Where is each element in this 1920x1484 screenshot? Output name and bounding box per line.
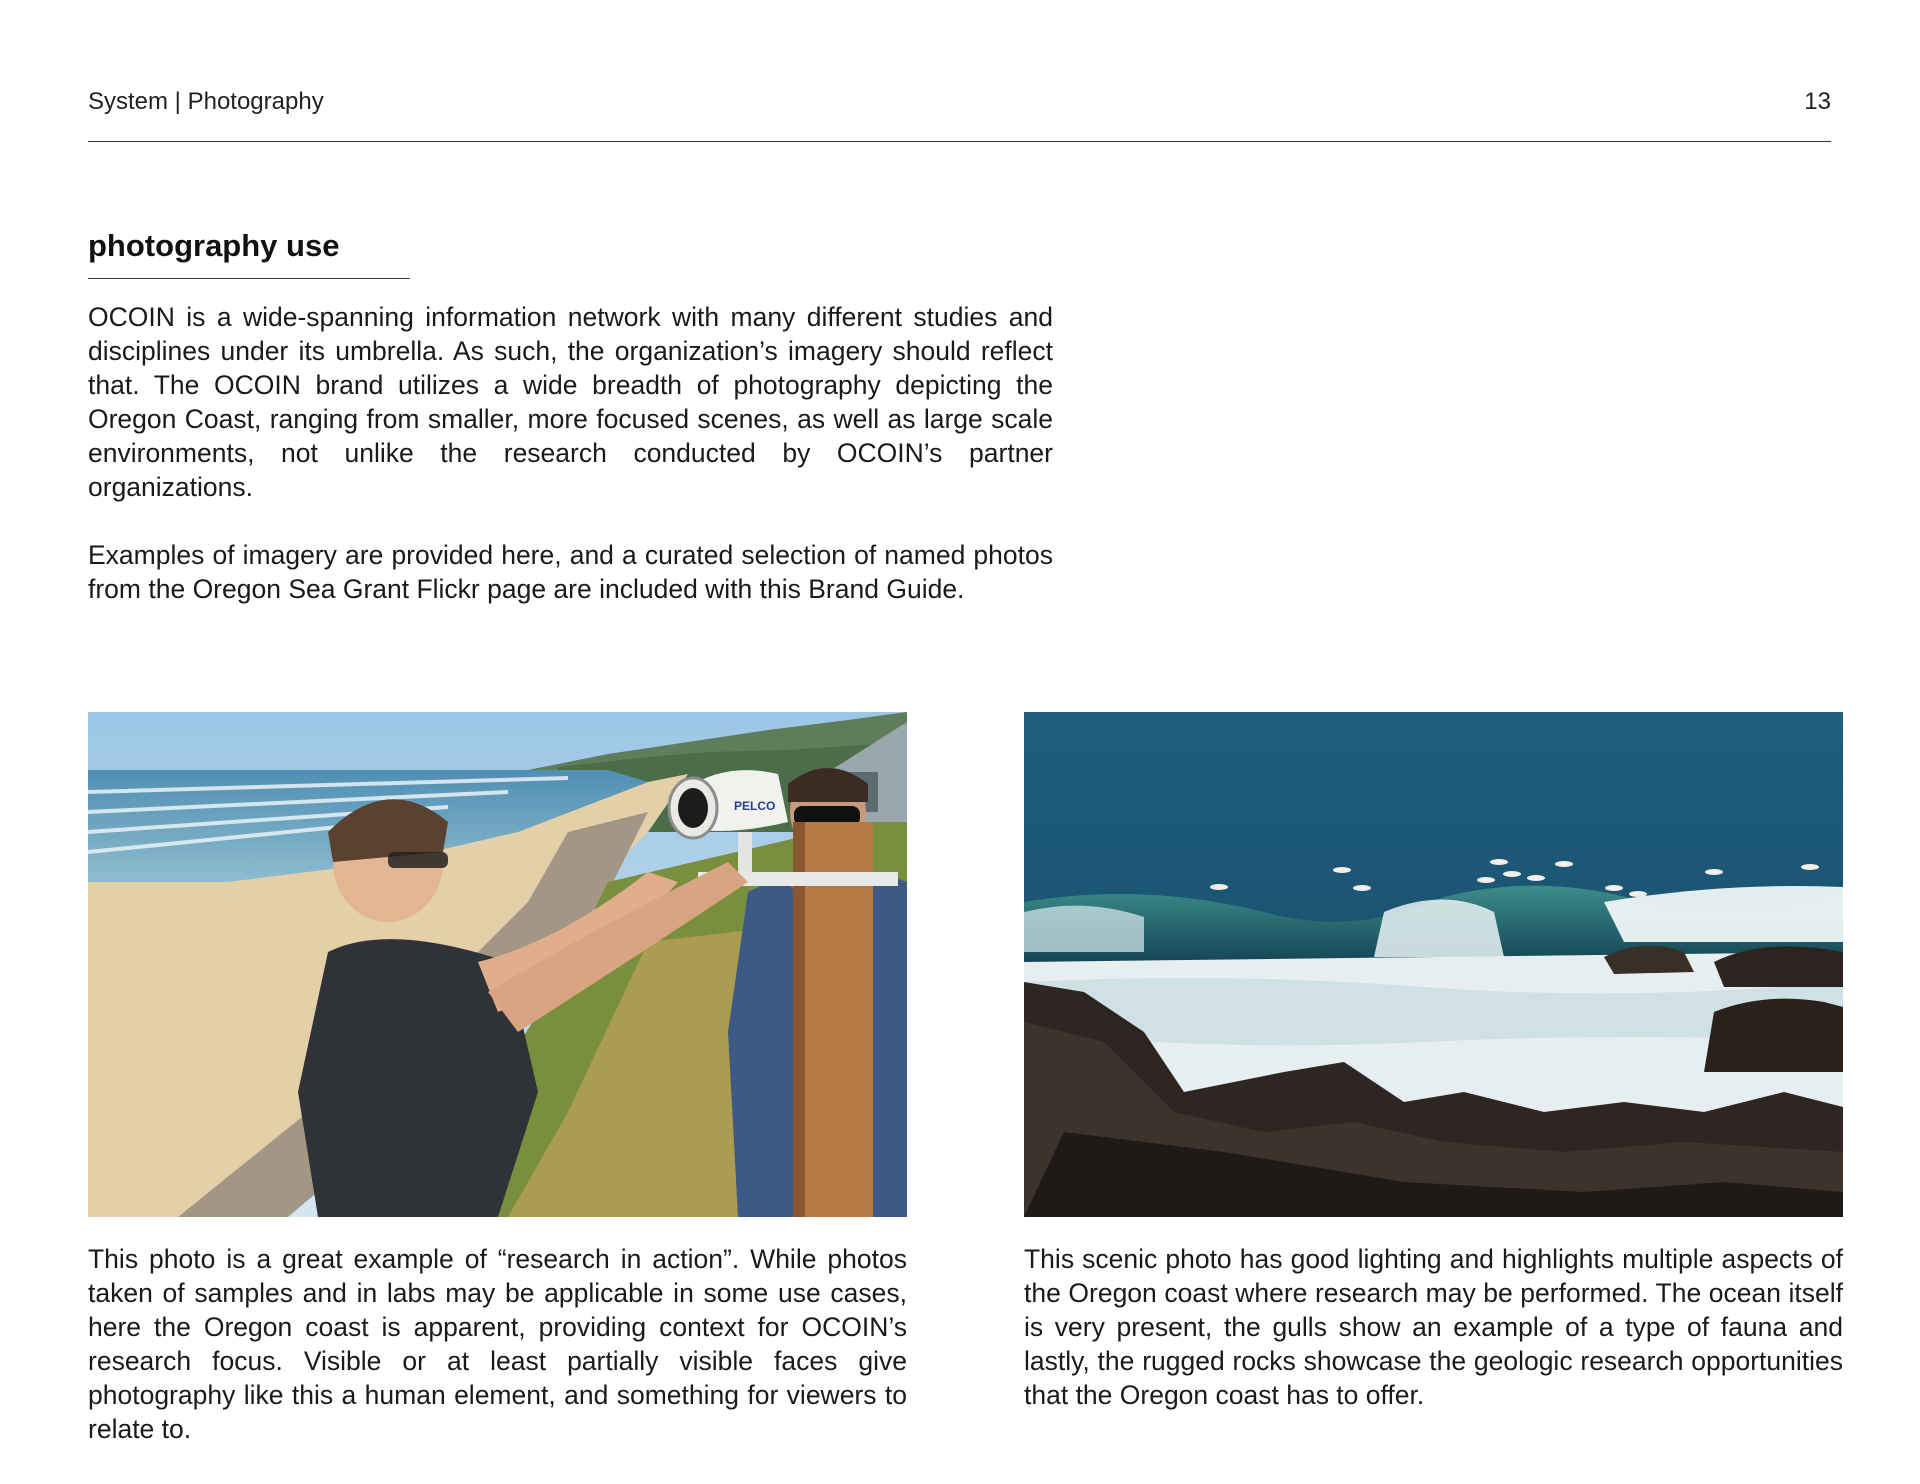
intro-paragraph-1: OCOIN is a wide-spanning information network with many different studies and disciplines under its umbrella. As such, the organization’s imagery should reflect that. The OCOIN brand utilizes a wide breadth of photography depicting the Oregon Coast, ranging from smaller, more focused scenes, as well as large scale environments, not unlike the research conducted by OCOIN’s partner organizations. <box>88 302 1053 502</box>
coastal-scene-photo <box>1024 712 1843 1217</box>
intro-text <box>88 300 1053 640</box>
research-photo-icon <box>88 712 907 1217</box>
coastal-photo-caption: This scenic photo has good lighting and highlights multiple aspects of the Oregon coast where research may be performed. The ocean itself is very present, the gulls show an example of a type of fauna and lastly, the rugged rocks showcase the geologic research opportunities that the Oregon coast has to offer. <box>1024 1244 1843 1410</box>
research-photo-caption: This photo is a great example of “research in action”. While photos taken of samples and in labs may be applicable in some use cases, here the Oregon coast is apparent, providing context for OCOIN’s research focus. Visible or at least partially visible faces give photography like this a human element, and something for viewers to relate to. <box>88 1244 907 1444</box>
research-in-action-photo <box>88 712 907 1217</box>
section-title: photography use <box>88 228 340 263</box>
header-section-label: System | Photography <box>88 88 324 115</box>
intro-paragraph-2: Examples of imagery are provided here, and a curated selection of named photos from the Oregon Sea Grant Flickr page are included with this Brand Guide. <box>88 540 1053 604</box>
camera-brand-label: PELCO <box>734 799 776 813</box>
title-underline <box>88 278 410 279</box>
page-number: 13 <box>1804 88 1831 115</box>
coastal-scene-photo-icon <box>1024 712 1843 1217</box>
header-divider <box>88 141 1831 142</box>
